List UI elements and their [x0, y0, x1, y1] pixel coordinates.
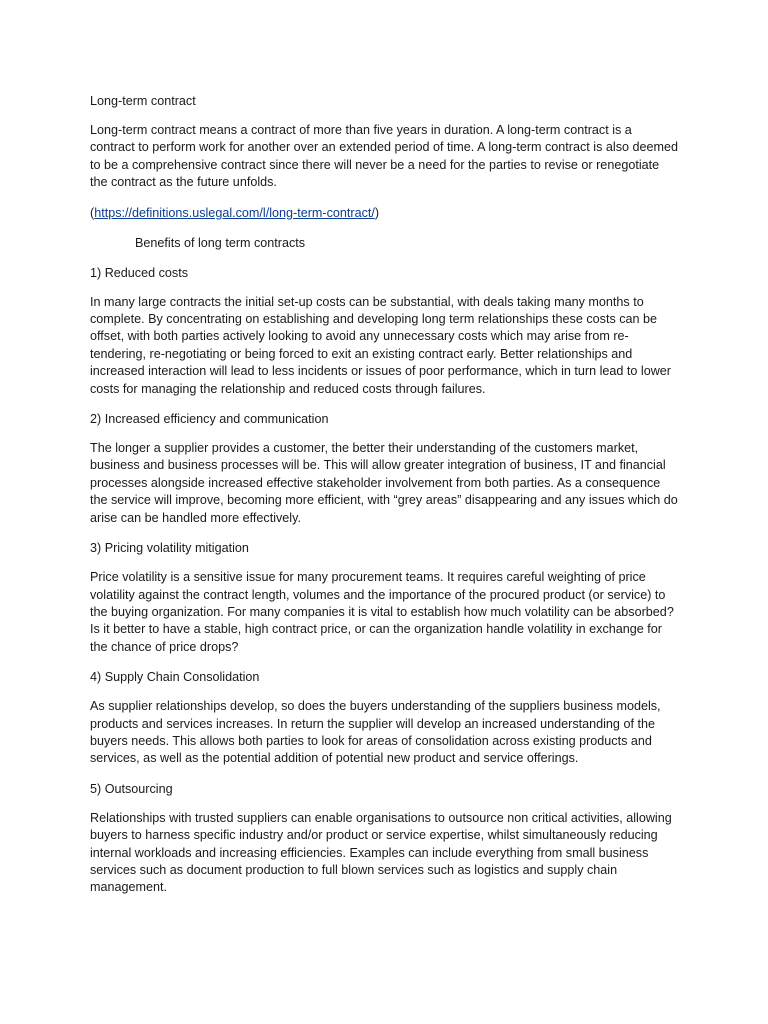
- document-page: [90, 92, 680, 909]
- benefit-body-reduced-costs: In many large contracts the initial set-up costs can be substantial, with deals taking many months to complete. By concentrating on establishing and developing long term relationships these costs can be offset, with both parties actively looking to avoid any unnecessary costs which may arise from re-tendering, re-negotiating or being forced to exit an existing contract early. Better relationships and increased interaction will lead to less incidents or issues of poor performance, which in turn lead to lower costs for managing the relationship and reduced costs through failures.: [90, 294, 672, 396]
- benefit-heading-supply-chain: 4) Supply Chain Consolidation: [90, 670, 260, 685]
- source-link[interactable]: https://definitions.uslegal.com/l/long-term-contract/: [94, 205, 375, 220]
- source-citation: [90, 204, 680, 222]
- benefit-body-supply-chain: As supplier relationships develop, so does the buyers understanding of the suppliers business models, products and services increases. In return the supplier will develop an increased understanding of the buyers needs. This allows both parties to look for areas of consolidation across existing products and services, as well as the potential addition of potential new product and service offerings.: [90, 699, 661, 766]
- source-open-paren: (: [90, 205, 95, 220]
- benefit-body-efficiency: The longer a supplier provides a customer, the better their understanding of the customers market, business and business processes will be. This will allow greater integration of business, IT and financial processes alongside increased effective stakeholder involvement from both parties. As a consequence the service will improve, becoming more efficient, with “grey areas” disappearing and any issues which do arise can be handled more effectively.: [90, 441, 678, 525]
- intro-paragraph: Long-term contract means a contract of more than five years in duration. A long-term contract is a contract to perform work for another over an extended period of time. A long-term contract is also deemed to be a comprehensive contract since there will never be a need for the parties to revise or renegotiate the contract as the future unfolds.: [90, 123, 679, 190]
- benefit-heading-pricing-volatility: 3) Pricing volatility mitigation: [90, 541, 249, 556]
- benefit-body-outsourcing: Relationships with trusted suppliers can enable organisations to outsource non critical activities, allowing buyers to harness specific industry and/or product or service expertise, whilst simultaneously reducing internal workloads and increasing efficiencies. Examples can include everything from small business services such as document production to full blown services such as logistics and supply chain management.: [90, 810, 672, 895]
- benefit-body-pricing-volatility: Price volatility is a sensitive issue for many procurement teams. It requires careful weighting of price volatility against the contract length, volumes and the importance of the procured product (or service) to the buying organization. For many companies it is vital to establish how much volatility can be absorbed? Is it better to have a stable, high contract price, or can the organization handle volatility in exchange for the chance of price drops?: [90, 570, 674, 654]
- section-title: Benefits of long term contracts: [135, 235, 306, 250]
- source-close-paren: ): [374, 205, 380, 220]
- benefit-heading-efficiency: 2) Increased efficiency and communication: [90, 412, 329, 427]
- benefit-heading-reduced-costs: 1) Reduced costs: [90, 265, 189, 280]
- document-title: Long-term contract: [90, 94, 196, 108]
- benefit-heading-outsourcing: 5) Outsourcing: [90, 781, 173, 796]
